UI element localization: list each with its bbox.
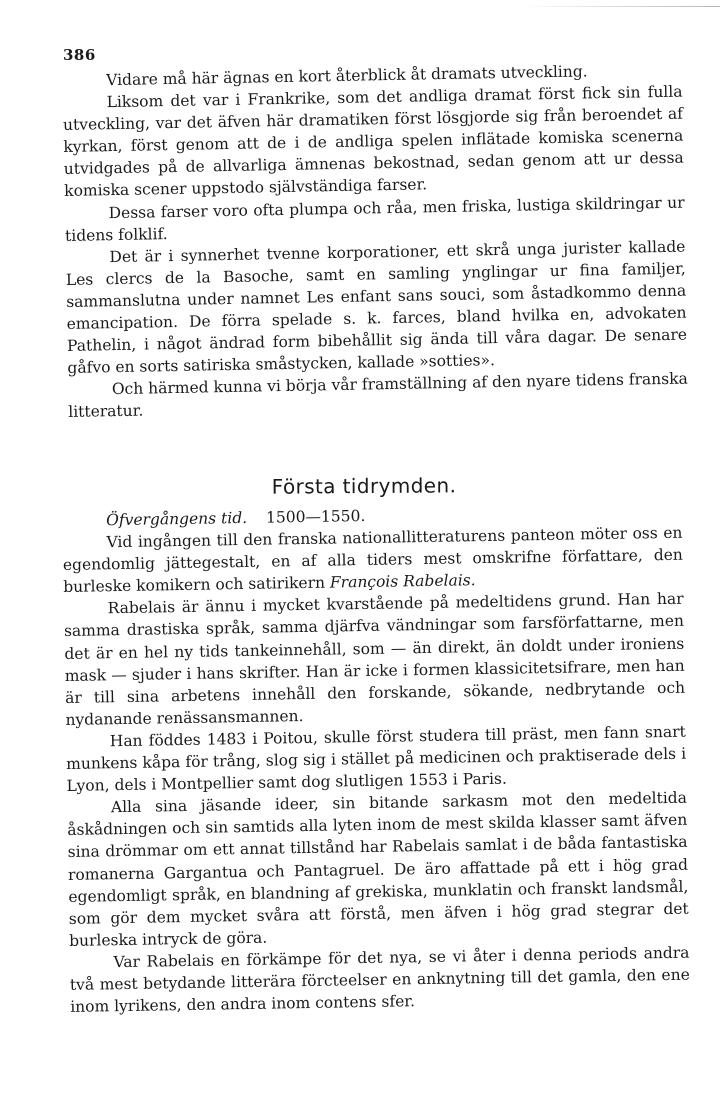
intro-paragraph-3: Dessa farser voro ofta plumpa och råa, men friska, lustiga skildringar ur tidens folklif. bbox=[64, 193, 685, 245]
scan-edge-line bbox=[520, 6, 720, 7]
intro-paragraph-5: Och härmed kunna vi börja vår framställning af den nyare tidens franska litteratur. bbox=[68, 369, 688, 422]
intro-paragraph-4: Det är i synnerhet tvenne korporationer, ett skrå unga jurister kallade Les clercs de la Basoche, samt en samling ynglingar ur fina familjer, sammanslutna under namnet Les enfant sans souci, som åstadkommo denna emancipation. De förra spelade s. k. farces, bland hvilka en, advokaten Pathelin, i något ändrad form bibehållit sig ända till våra dagar. De senare gåfvo en sorts satiriska småstycken, kallade »sotties». bbox=[65, 237, 688, 378]
intro-section bbox=[62, 59, 688, 424]
chapter-paragraph-1 bbox=[62, 522, 683, 599]
chapter-section bbox=[62, 500, 690, 1018]
chapter-paragraph-1-text: Vid ingången till den franska nationallitteraturens panteon möter oss en egendomlig jättegestalt, en af alla tiders mest omskrifne författare, den burleske komikern och satirikern bbox=[62, 523, 683, 597]
intro-paragraph-2: Liksom det var i Frankrike, som det andliga dramat först fick sin fulla utveckling, var det äfven här dramatiken först lösgjorde sig från beroendet af kyrkan, först genom att de i de andliga spelen inflätade komiska scenerna utvidgades på de allvarliga ämnenas bekostnad, sedan genom att ur dessa komiska scener uppstodo självständiga farser. bbox=[62, 82, 684, 201]
chapter-paragraph-2: Rabelais är ännu i mycket kvarstående på medeltidens grund. Han har samma drastiska språk, samma djärfva vändningar som farsförfattarne, men det är en hel ny tids tankeinnehåll, som — än direkt, än doldt under ironiens mask — sjuder i hans skrifter. Han är icke i formen klassicitetsifrare, men han är till sina arbetens innehåll den forskande, sökande, nedbrytande och nydanande renässansmannen. bbox=[63, 590, 686, 729]
author-name: François Rabelais. bbox=[329, 571, 476, 592]
chapter-paragraph-3: Han föddes 1483 i Poitou, skulle först studera till präst, men fann snart munkens kåpa för trång, slog sig i stället på medicinen och praktiserade dels i Lyon, dels i Montpellier samt dog slutligen 1553 i Paris. bbox=[66, 722, 687, 796]
subtitle-period-name: Öfvergångens tid. bbox=[106, 508, 248, 530]
intro-paragraph-1: Vidare må här ägnas en kort återblick åt dramats utveckling. bbox=[106, 62, 588, 90]
chapter-paragraph-5: Var Rabelais en förkämpe för det nya, se vi åter i denna periods andra två mest betydande litterära förcteelser en anknytning till det gamla, den ene inom lyrikens, den andra inom contens sfer. bbox=[69, 943, 690, 1016]
chapter-paragraph-4: Alla sina jäsande ideer, sin bitande sarkasm mot den medeltida åskådningen och sin samtids alla lyten inom de mest skilda klasser samt äfven sina drömmar om ett annat tillstånd har Rabelais samlat i de båda fantastiska romanerna Gargantua och Pantagruel. De äro affattade på ett i hög grad egendomligt språk, en blandning af grekiska, munklatin och franskt landsmål, som gör dem mycket svåra att förstå, men äfven i hög grad stegrar det burleska intryck de göra. bbox=[67, 788, 689, 950]
page-number: 386 bbox=[63, 46, 96, 64]
subtitle-years: 1500—1550. bbox=[265, 506, 366, 527]
chapter-heading: Första tidrymden. bbox=[271, 473, 457, 499]
